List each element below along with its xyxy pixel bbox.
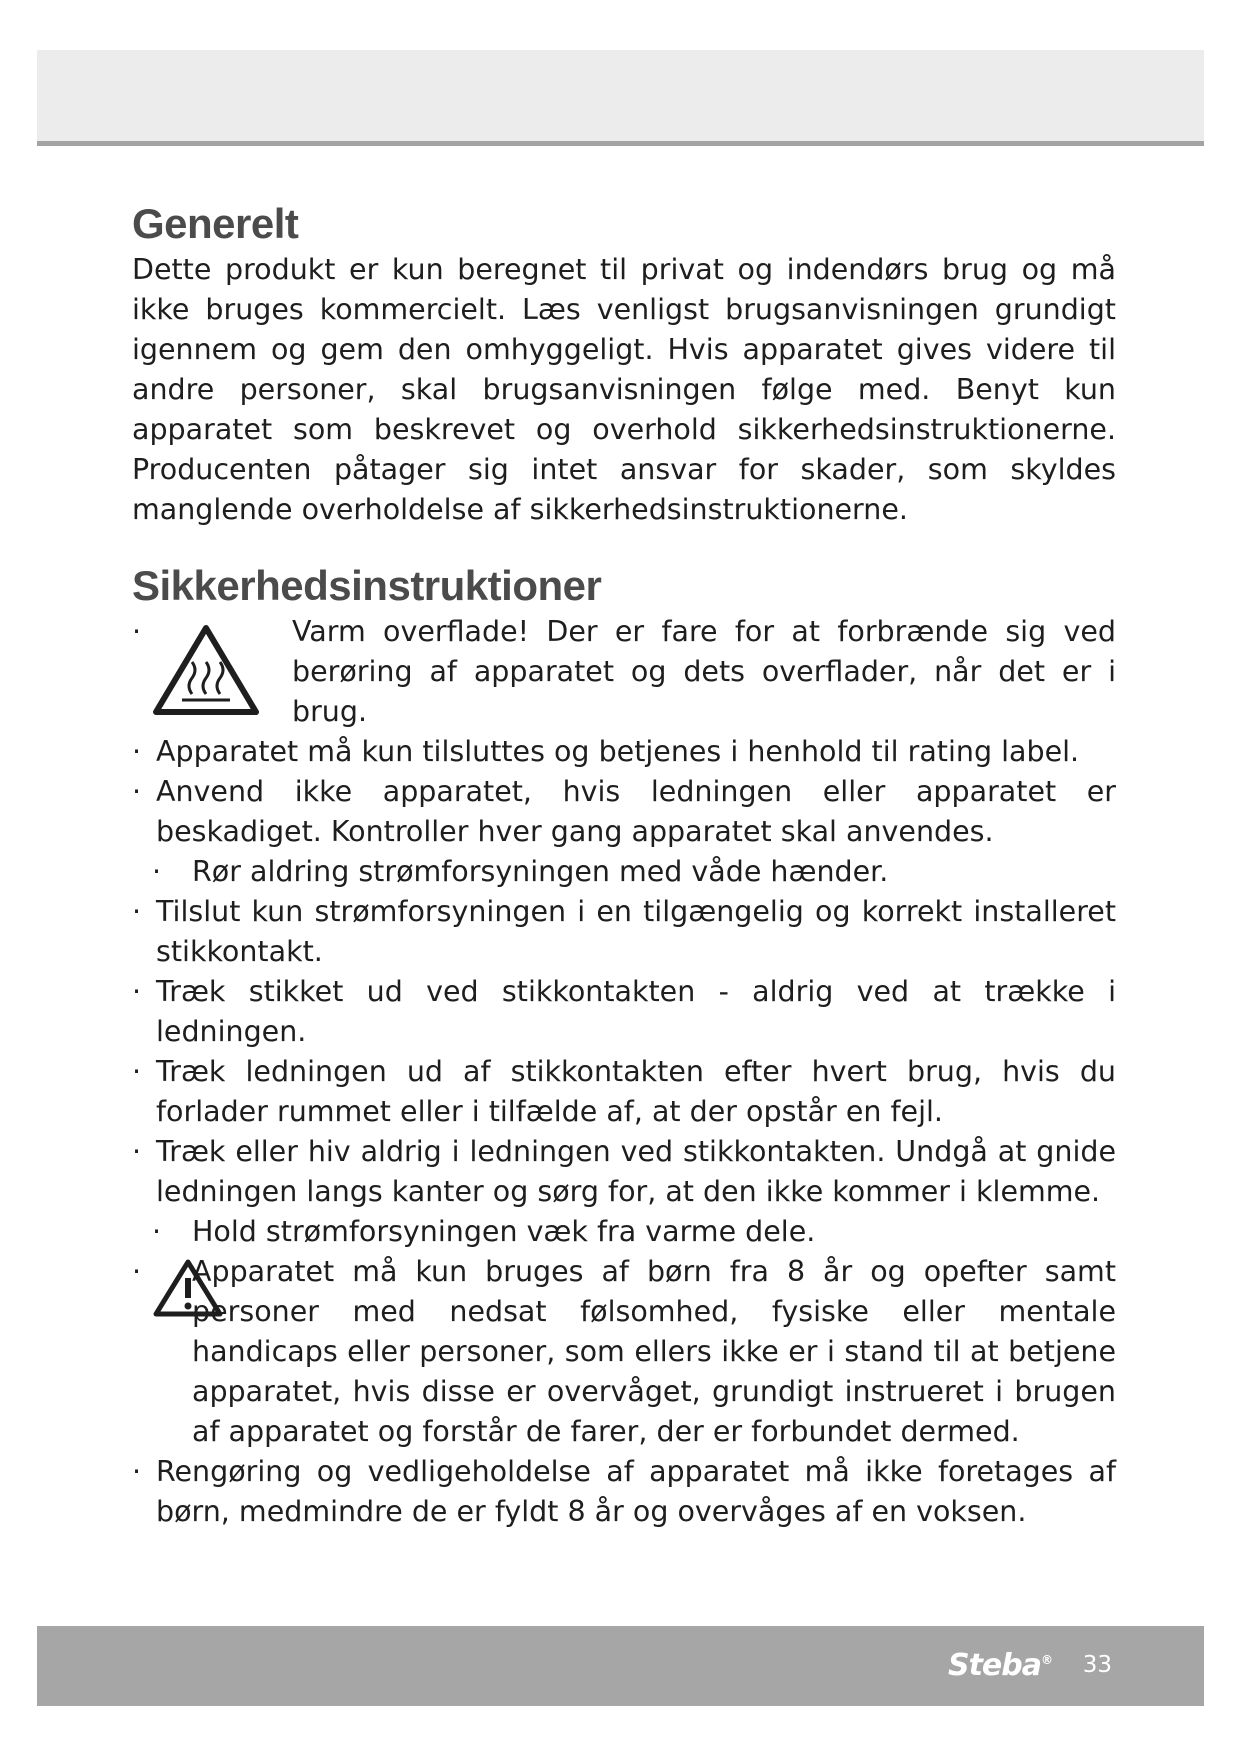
heading-general: Generelt	[132, 200, 299, 247]
exclamation-warning-icon	[152, 1258, 224, 1318]
logo-text: Steba	[947, 1648, 1041, 1683]
list-item: · Rør aldring strømforsyningen med våde hænder.	[132, 852, 1116, 892]
list-item: · Tilslut kun strømforsyningen i en tilgængelig og korrekt installeret stikkontakt.	[132, 892, 1116, 972]
list-item	[132, 612, 1116, 732]
list-item: · Rengøring og vedligeholdelse af apparatet må ikke foretages af børn, medmindre de er fyldt 8 år og overvåges af en voksen.	[132, 1452, 1116, 1532]
list-item: · Anvend ikke apparatet, hvis ledningen eller apparatet er beskadiget. Kontroller hver gang apparatet skal anvendes.	[132, 772, 1116, 852]
hot-surface-warning-icon	[152, 622, 260, 718]
steba-logo: Steba®	[947, 1648, 1052, 1683]
page-content	[132, 198, 1116, 1532]
heading-safety: Sikkerhedsinstruktioner	[132, 562, 602, 609]
list-item	[132, 1252, 1116, 1452]
safety-list	[132, 612, 1116, 1532]
list-item: · Apparatet må kun tilsluttes og betjenes i henhold til rating label.	[132, 732, 1116, 772]
list-item: · Hold strømforsyningen væk fra varme dele.	[132, 1212, 1116, 1252]
page-number: 33	[1082, 1652, 1112, 1678]
header-band	[37, 50, 1204, 146]
list-item-text: Apparatet må kun bruges af børn fra 8 år og opefter samt personer med nedsat følsomhed, fysiske eller mentale handicaps eller personer, som ellers ikke er i stand til at betjene apparatet, hvis disse er overvåget, grundigt instrueret i brugen af apparatet og forstår de farer, der er forbundet dermed.	[192, 1255, 1116, 1448]
list-item: · Træk eller hiv aldrig i ledningen ved stikkontakten. Undgå at gnide ledningen langs kanter og sørg for, at den ikke kommer i klemme.	[132, 1132, 1116, 1212]
footer-band	[37, 1626, 1204, 1706]
list-item: · Træk stikket ud ved stikkontakten - aldrig ved at trække i ledningen.	[132, 972, 1116, 1052]
general-paragraph: Dette produkt er kun beregnet til privat og indendørs brug og må ikke bruges kommercielt. Læs venligst brugsanvisningen grundigt igennem og gem den omhyggeligt. Hvis apparatet gives videre til andre personer, skal brugsanvisningen følge med. Benyt kun apparatet som beskrevet og overhold sikkerhedsinstruktionerne. Producenten påtager sig intet ansvar for skader, som skyldes manglende overholdelse af sikkerhedsinstruktionerne.	[132, 253, 1116, 526]
list-item-text: Varm overflade! Der er fare for at forbrænde sig ved berøring af apparatet og dets overflader, når det er i brug.	[292, 615, 1116, 728]
list-item: · Træk ledningen ud af stikkontakten efter hvert brug, hvis du forlader rummet eller i tilfælde af, at der opstår en fejl.	[132, 1052, 1116, 1132]
